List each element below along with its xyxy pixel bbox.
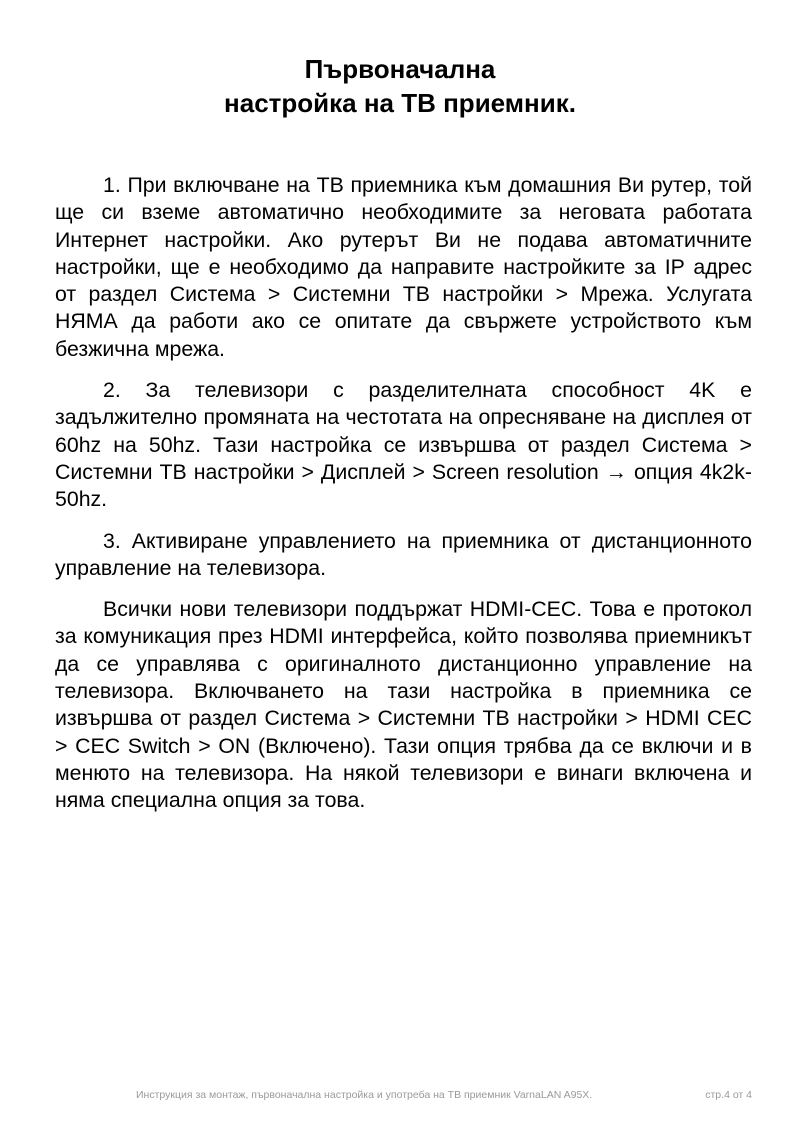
paragraph-hdmi-cec: Всички нови телевизори поддържат HDMI-CEC. Това е протокол за комуникация през HDMI интерфейса, който позволява приемникът да се управлява с оригиналното дистанционно управление на телевизора. Включването на тази настройка в приемника се извършва от раздел Система > Системни ТВ настройки > HDMI CEC > CEC Switch > ON (Включено). Тази опция трябва да се включи и в менюто на телевизора. На някой телевизори е винаги включена и няма специална опция за това. <box>55 597 752 813</box>
page-title-line-1: Първоначална <box>304 54 496 84</box>
page-number: стр.4 от 4 <box>705 1089 752 1101</box>
document-body <box>55 172 752 829</box>
footer-text: Инструкция за монтаж, първоначална настройка и употреба на ТВ приемник VarnaLAN A95X. <box>136 1089 593 1101</box>
page-title <box>0 52 800 120</box>
paragraph-4k-refresh-rate: 2. За телевизори с разделителната способност 4K е задължително промяната на честотата на опресняване на дисплея от 60hz на 50hz. Тази настройка се извършва от раздел Система > Системни ТВ настройки > Дисплей > Screen resolution → опция 4k2k-50hz. <box>55 378 752 512</box>
paragraph-network-setup: 1. При включване на ТВ приемника към домашния Ви рутер, той ще си вземе автоматично необходимите за неговата работата Интернет настройки. Ако рутерът Ви не подава автоматичните настройки, ще е необходимо да направите настройките за IP адрес от раздел Система > Системни ТВ настройки > Мрежа. Услугата НЯМА да работи ако се опитате да свържете устройството към безжична мрежа. <box>55 173 752 361</box>
paragraph-remote-control-heading: 3. Активиране управлението на приемника от дистанционното управление на телевизора. <box>55 528 752 580</box>
page-title-line-2: настройка на ТВ приемник. <box>224 88 576 118</box>
